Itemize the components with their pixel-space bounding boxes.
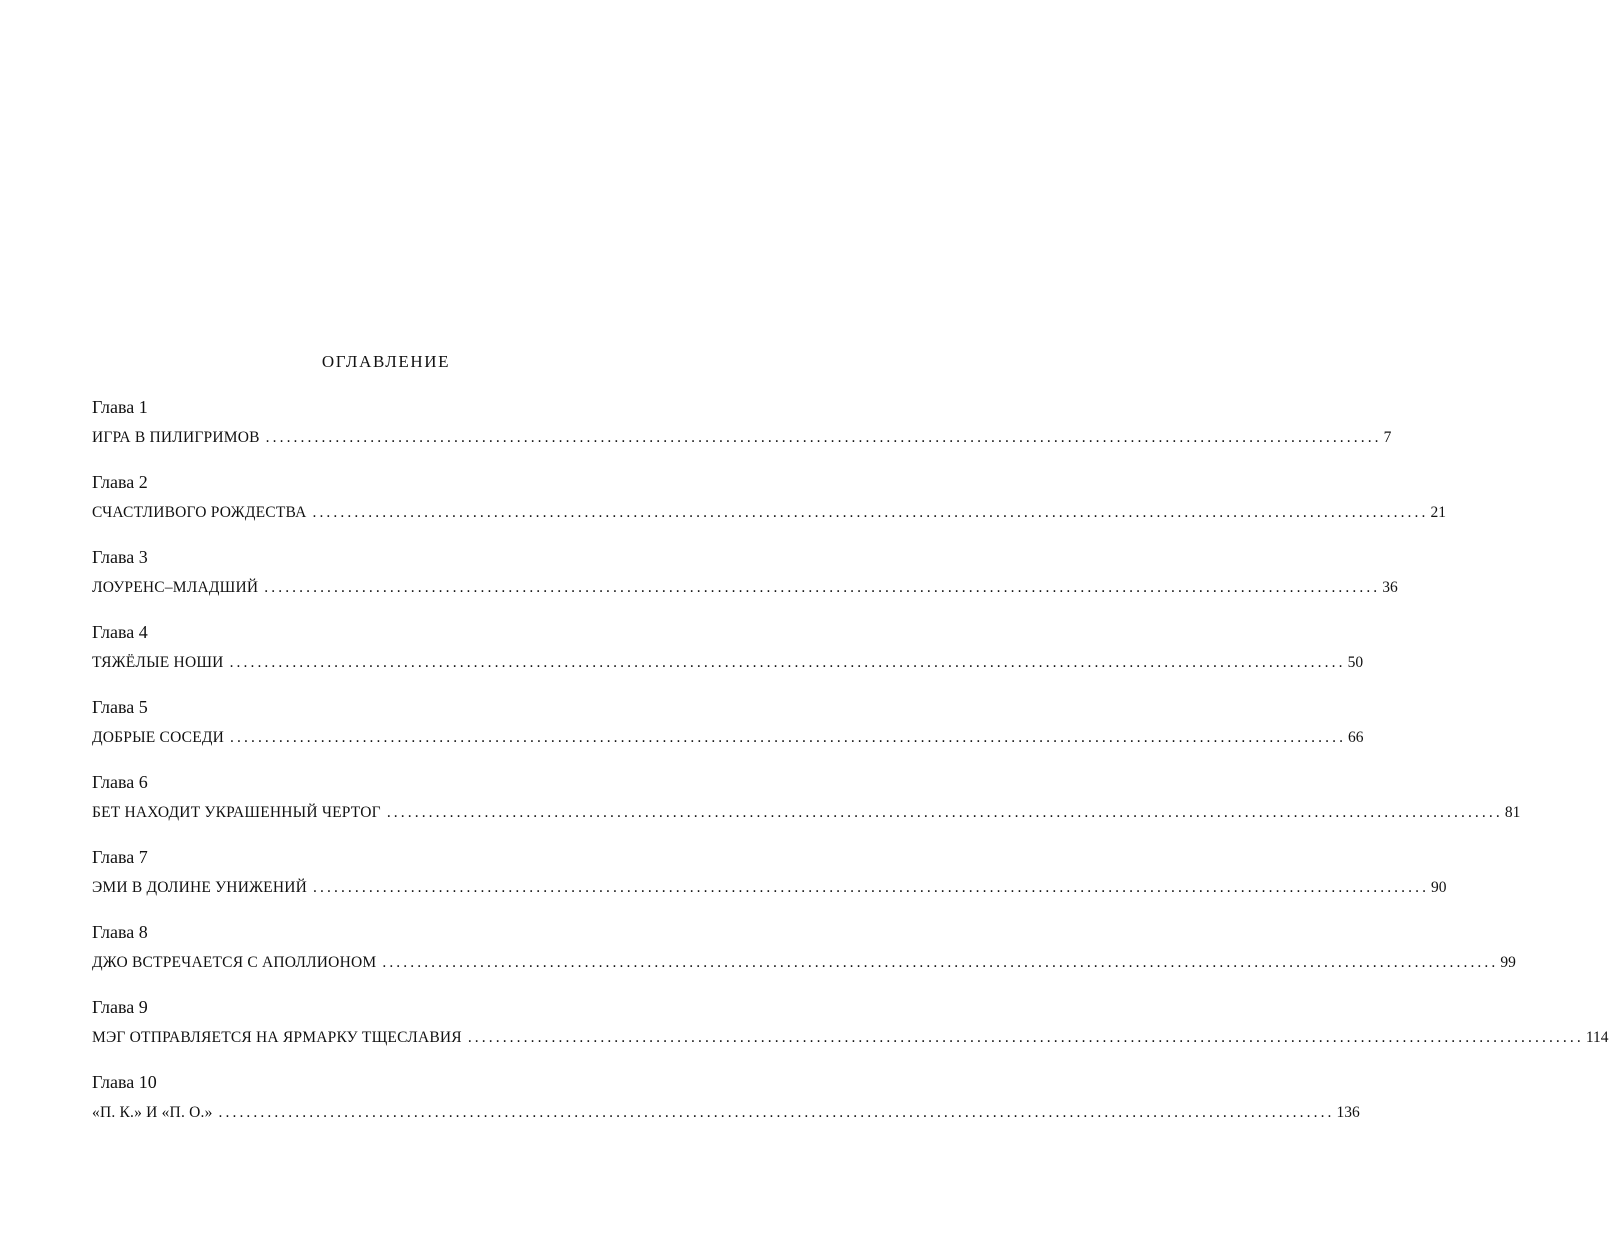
toc-entry-line: [92, 951, 1516, 975]
chapter-label: Глава 9: [92, 997, 148, 1017]
dot-leader: ................................................................................................................................................................: [467, 1029, 1584, 1046]
page-number: 90: [1431, 879, 1447, 896]
dot-leader: ................................................................................................................................................................: [386, 804, 1503, 821]
chapter-title: МЭГ ОТПРАВЛЯЕТСЯ НА ЯРМАРКУ ТЩЕСЛАВИЯ: [92, 1029, 462, 1046]
chapter-label: Глава 2: [92, 472, 148, 492]
toc-entry: [92, 469, 1446, 544]
chapter-label: Глава 4: [92, 622, 148, 642]
dot-leader: ................................................................................................................................................................: [230, 729, 1347, 746]
dot-leader: ................................................................................................................................................................: [264, 579, 1381, 596]
chapter-title: ИГРА В ПИЛИГРИМОВ: [92, 429, 260, 446]
chapter-title: ЛОУРЕНС–МЛАДШИЙ: [92, 579, 259, 596]
toc-title: ОГЛАВЛЕНИЕ: [321, 352, 451, 371]
chapter-label: Глава 10: [92, 1072, 157, 1092]
chapter-title: ДОБРЫЕ СОСЕДИ: [92, 729, 225, 746]
chapter-label: Глава 3: [92, 547, 148, 567]
chapter-label: Глава 6: [92, 772, 148, 792]
toc-entry-line: [92, 426, 1392, 450]
toc-entry-line: [92, 651, 1364, 675]
toc-entry: [92, 769, 1521, 844]
dot-leader: ................................................................................................................................................................: [218, 1104, 1335, 1121]
page-number: 7: [1383, 429, 1392, 446]
toc-entry: [92, 1069, 1360, 1144]
chapter-title: ТЯЖЁЛЫЕ НОШИ: [92, 654, 224, 671]
chapter-title: ДЖО ВСТРЕЧАЕТСЯ С АПОЛЛИОНОМ: [92, 954, 377, 971]
toc-entry-line: [92, 1101, 1360, 1125]
page-number: 114: [1585, 1029, 1609, 1046]
toc-entry-line: [92, 801, 1521, 825]
chapter-title: ЭМИ В ДОЛИНЕ УНИЖЕНИЙ: [92, 879, 308, 896]
toc-entry: [92, 394, 1392, 469]
toc-entry: [92, 844, 1447, 919]
page-number: 21: [1430, 504, 1446, 521]
dot-leader: ................................................................................................................................................................: [312, 504, 1429, 521]
toc-entry: [92, 694, 1364, 769]
toc-entry-line: [92, 1026, 1609, 1050]
dot-leader: ................................................................................................................................................................: [382, 954, 1499, 971]
dot-leader: ................................................................................................................................................................: [265, 429, 1382, 446]
page-number: 81: [1504, 804, 1521, 821]
chapter-label: Глава 5: [92, 697, 148, 717]
page-number: 136: [1336, 1104, 1360, 1121]
dot-leader: ................................................................................................................................................................: [313, 879, 1430, 896]
dot-leader: ................................................................................................................................................................: [229, 654, 1346, 671]
page-number: 36: [1382, 579, 1398, 596]
toc-entry: [92, 919, 1516, 994]
toc-entry: [92, 994, 1609, 1069]
toc-entry-line: [92, 726, 1364, 750]
chapter-title: СЧАСТЛИВОГО РОЖДЕСТВА: [92, 504, 307, 521]
chapter-title: «П. К.» И «П. О.»: [92, 1104, 213, 1121]
chapter-title: БЕТ НАХОДИТ УКРАШЕННЫЙ ЧЕРТОГ: [92, 804, 381, 821]
toc-entry: [92, 544, 1398, 619]
chapter-label: Глава 7: [92, 847, 148, 867]
page-number: 99: [1500, 954, 1516, 971]
toc-entry-line: [92, 501, 1446, 525]
chapter-label: Глава 8: [92, 922, 148, 942]
toc-list: [92, 394, 1609, 1144]
page-number: 66: [1348, 729, 1364, 746]
chapter-label: Глава 1: [92, 397, 148, 417]
toc-entry-line: [92, 576, 1398, 600]
toc-entry-line: [92, 876, 1447, 900]
toc-entry: [92, 619, 1364, 694]
page-number: 50: [1347, 654, 1364, 671]
